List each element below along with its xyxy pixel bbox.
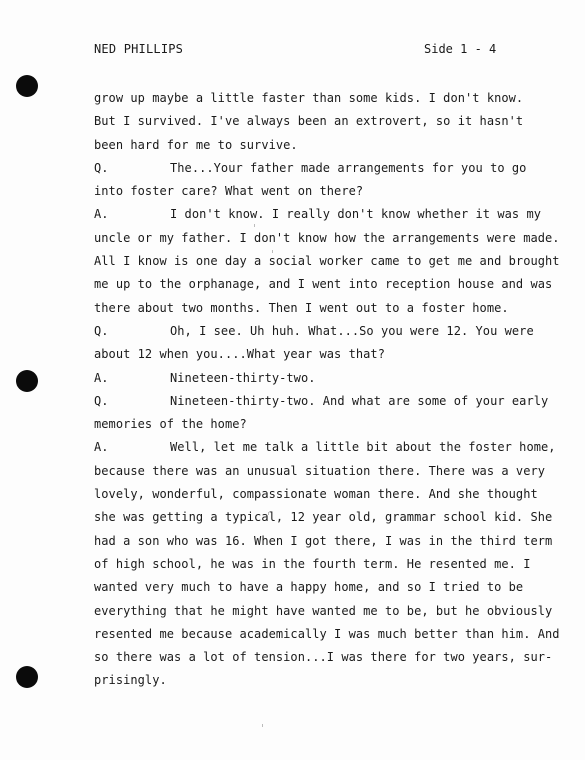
line-text: memories of the home? bbox=[94, 417, 247, 432]
page-header-side: Side 1 - 4 bbox=[424, 42, 497, 56]
line-text: The...Your father made arrangements for you to go bbox=[170, 160, 527, 175]
line-text: about 12 when you....What year was that? bbox=[94, 347, 385, 362]
transcript-line bbox=[94, 227, 560, 250]
transcript-body bbox=[94, 87, 560, 693]
line-text: had a son who was 16. When I got there, I was in the third term bbox=[94, 533, 553, 548]
transcript-line bbox=[94, 157, 554, 180]
transcript-line bbox=[94, 134, 554, 157]
line-text: everything that he might have wanted me to be, but he obviously bbox=[94, 603, 553, 618]
transcript-line bbox=[94, 600, 554, 623]
transcript-line bbox=[94, 180, 554, 203]
transcript-line bbox=[94, 250, 560, 273]
line-text: Well, let me talk a little bit about the foster home, bbox=[170, 440, 556, 455]
transcript-line bbox=[94, 110, 554, 133]
line-text: she was getting a typical, 12 year old, grammar school kid. She bbox=[94, 510, 553, 525]
transcript-line bbox=[94, 320, 554, 343]
line-text: of high school, he was in the fourth term. He resented me. I bbox=[94, 556, 531, 571]
transcript-line bbox=[94, 506, 554, 529]
scan-speck bbox=[262, 724, 263, 727]
transcript-line bbox=[94, 273, 554, 296]
line-text: me up to the orphanage, and I went into reception house and was bbox=[94, 277, 553, 292]
speaker-label: Q. bbox=[94, 323, 109, 338]
speaker-label: Q. bbox=[94, 393, 109, 408]
line-text: prisingly. bbox=[94, 673, 167, 688]
transcript-line bbox=[94, 367, 554, 390]
transcript-line bbox=[94, 436, 554, 459]
line-text: into foster care? What went on there? bbox=[94, 184, 364, 199]
transcript-line bbox=[94, 646, 554, 669]
transcript-line bbox=[94, 460, 554, 483]
line-text: lovely, wonderful, compassionate woman there. And she thought bbox=[94, 487, 538, 502]
transcript-line bbox=[94, 483, 554, 506]
transcript-line bbox=[94, 343, 554, 366]
line-text: I don't know. I really don't know whether it was my bbox=[170, 207, 542, 222]
transcript-line bbox=[94, 530, 554, 553]
binder-hole bbox=[16, 75, 38, 97]
transcript-line bbox=[94, 413, 554, 436]
transcript-line bbox=[94, 623, 560, 646]
transcript-line bbox=[94, 553, 554, 576]
binder-hole bbox=[16, 666, 38, 688]
speaker-label: A. bbox=[94, 207, 109, 222]
line-text: there about two months. Then I went out to a foster home. bbox=[94, 300, 509, 315]
line-text: Oh, I see. Uh huh. What...So you were 12. You were bbox=[170, 323, 534, 338]
line-text: But I survived. I've always been an extrovert, so it hasn't bbox=[94, 114, 524, 129]
binder-hole bbox=[16, 370, 38, 392]
speaker-label: A. bbox=[94, 370, 109, 385]
line-text: Nineteen-thirty-two. bbox=[170, 370, 316, 385]
speaker-label: A. bbox=[94, 440, 109, 455]
line-text: grow up maybe a little faster than some kids. I don't know. bbox=[94, 91, 524, 105]
transcript-line bbox=[94, 576, 554, 599]
transcript-line bbox=[94, 203, 554, 226]
transcript-line bbox=[94, 669, 554, 692]
speaker-label: Q. bbox=[94, 160, 109, 175]
line-text: resented me because academically I was much better than him. And bbox=[94, 626, 560, 641]
page-header-name: NED PHILLIPS bbox=[94, 42, 184, 56]
transcript-line bbox=[94, 297, 554, 320]
line-text: uncle or my father. I don't know how the arrangements were made. bbox=[94, 230, 560, 245]
transcript-line bbox=[94, 87, 554, 110]
line-text: been hard for me to survive. bbox=[94, 137, 298, 152]
line-text: so there was a lot of tension...I was there for two years, sur- bbox=[94, 650, 553, 665]
line-text: All I know is one day a social worker came to get me and brought bbox=[94, 254, 560, 269]
transcript-line bbox=[94, 390, 554, 413]
line-text: Nineteen-thirty-two. And what are some of your early bbox=[170, 393, 549, 408]
line-text: wanted very much to have a happy home, and so I tried to be bbox=[94, 580, 524, 595]
line-text: because there was an unusual situation there. There was a very bbox=[94, 463, 546, 478]
